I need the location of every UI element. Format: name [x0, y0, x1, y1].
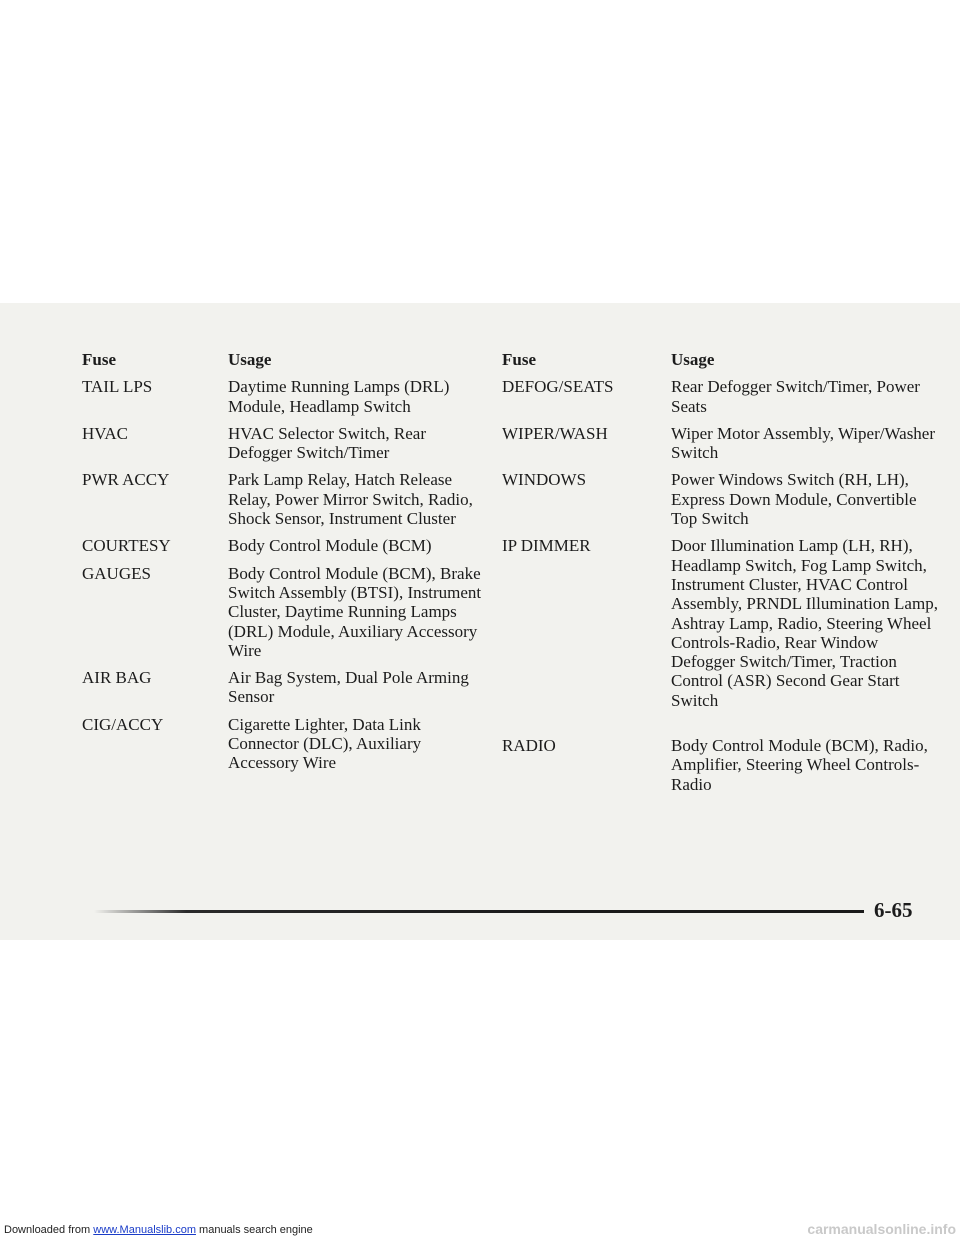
table-row [82, 377, 482, 416]
fuse-name: CIG/ACCY [82, 714, 164, 734]
fuse-name: COURTESY [82, 536, 171, 556]
table-row [502, 536, 942, 710]
usage-column-header: Usage [228, 350, 272, 369]
fuse-name: GAUGES [82, 563, 151, 583]
page-number: 6-65 [874, 898, 913, 922]
table-row [502, 377, 942, 416]
table-row [82, 470, 482, 528]
fuse-name: WIPER/WASH [502, 423, 608, 443]
fuse-name: WINDOWS [502, 470, 587, 490]
table-row [82, 715, 482, 773]
fuse-usage: Rear Defogger Switch/Timer, Power Seats [671, 377, 920, 416]
fuse-name: DEFOG/SEATS [502, 377, 614, 397]
download-suffix: manuals search engine [195, 1224, 313, 1236]
fuse-table-right [502, 350, 942, 794]
fuse-column-header: Fuse [82, 350, 116, 369]
fuse-usage: Power Windows Switch (RH, LH), Express Down Module, Convertible Top Switch [671, 470, 917, 529]
download-prefix: Downloaded from [4, 1224, 94, 1236]
table-row [82, 536, 482, 555]
table-row [82, 424, 482, 463]
fuse-usage: Park Lamp Relay, Hatch Release Relay, Power Mirror Switch, Radio, Shock Sensor, Instrument Cluster [228, 470, 473, 529]
table-row [502, 736, 942, 794]
table-row [82, 564, 482, 660]
watermark-text: carmanualsonline.info [807, 1221, 956, 1237]
fuse-name: TAIL LPS [82, 377, 153, 397]
table-row [502, 424, 942, 463]
table-header [82, 350, 482, 369]
fuse-name: PWR ACCY [82, 470, 170, 490]
manualslib-link[interactable]: www.Manualslib.com [93, 1224, 196, 1236]
fuse-name: HVAC [82, 423, 128, 443]
fuse-name: RADIO [502, 736, 556, 756]
fuse-usage: Door Illumination Lamp (LH, RH), Headlamp Switch, Fog Lamp Switch, Instrument Cluster, HVAC Control Assembly, PRNDL Illumination Lamp, Ashtray Lamp, Radio, Steering Wheel Controls-Radio, Rear Window Defogger Switch/Timer, Traction Control (ASR) Second Gear Start Switch [671, 536, 938, 710]
fuse-column-header: Fuse [502, 350, 536, 369]
fuse-usage: Body Control Module (BCM) [228, 536, 432, 556]
fuse-usage: Body Control Module (BCM), Radio, Amplifier, Steering Wheel Controls-Radio [671, 736, 928, 794]
fuse-usage: Air Bag System, Dual Pole Arming Sensor [228, 668, 469, 707]
usage-column-header: Usage [671, 350, 715, 369]
fuse-usage: Body Control Module (BCM), Brake Switch Assembly (BTSI), Instrument Cluster, Daytime Running Lamps (DRL) Module, Auxiliary Accessory Wire [228, 563, 482, 660]
fuse-name: AIR BAG [82, 668, 152, 688]
fuse-table-left [82, 350, 482, 773]
download-notice [4, 1224, 313, 1236]
table-row [82, 668, 482, 707]
fuse-usage: HVAC Selector Switch, Rear Defogger Switch/Timer [228, 423, 426, 463]
table-header [502, 350, 942, 369]
footer-rule [94, 910, 864, 913]
fuse-usage: Daytime Running Lamps (DRL) Module, Headlamp Switch [228, 377, 450, 416]
fuse-usage: Cigarette Lighter, Data Link Connector (DLC), Auxiliary Accessory Wire [228, 714, 422, 773]
table-row [502, 470, 942, 528]
fuse-usage: Wiper Motor Assembly, Wiper/Washer Switch [671, 423, 936, 463]
fuse-name: IP DIMMER [502, 536, 591, 556]
